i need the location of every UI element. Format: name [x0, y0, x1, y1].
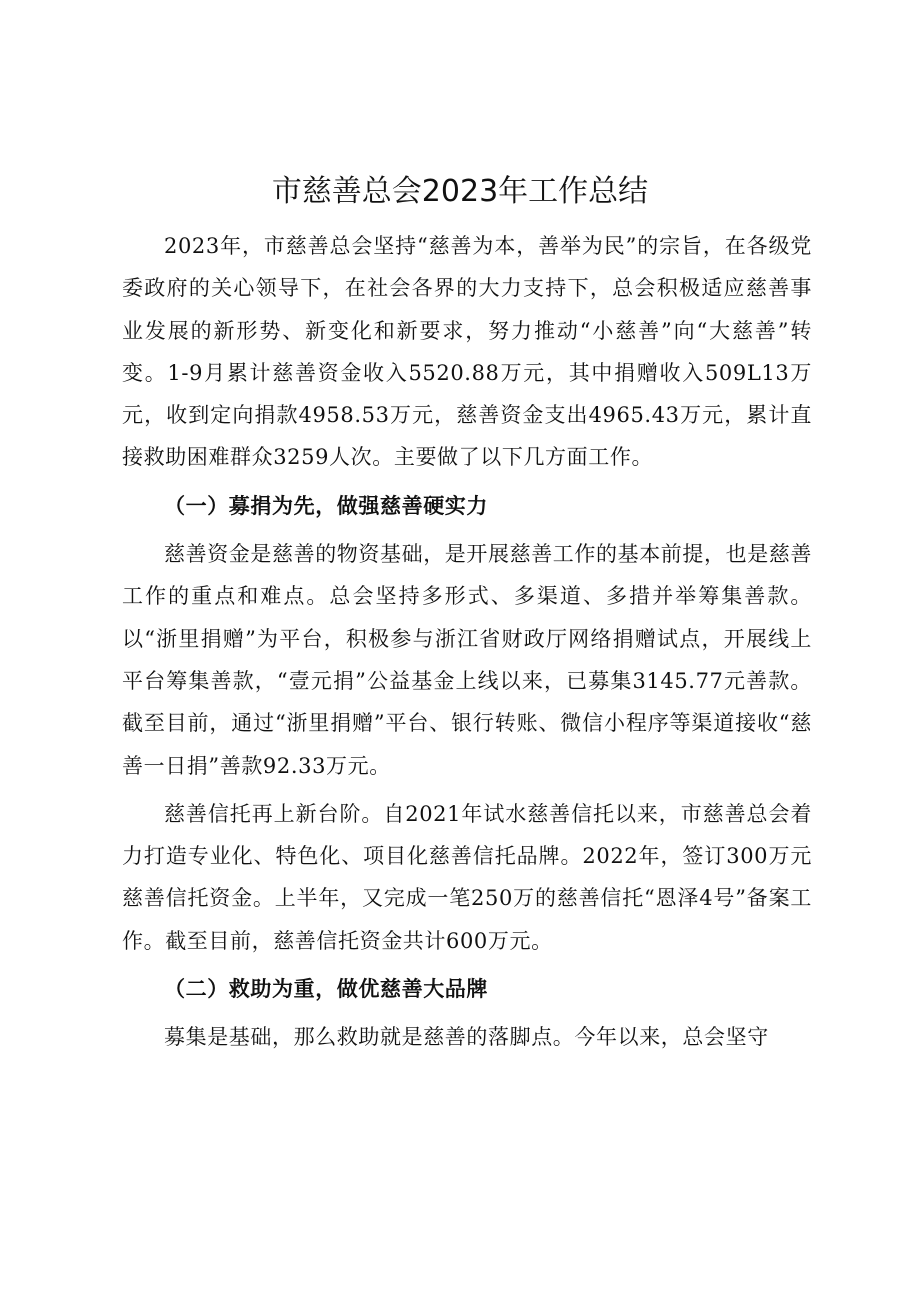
section-heading-relief: （二）救助为重，做优慈善大品牌 [164, 976, 488, 1002]
document-title: 市慈善总会2023年工作总结 [271, 174, 649, 209]
fundraising-paragraph: 慈善资金是慈善的物资基础，是开展慈善工作的基本前提，也是慈善工作的重点和难点。总会坚持多形式、多渠道、多措并举筹集善款。以“浙里捐赠”为平台，积极参与浙江省财政厅网络捐赠试点，开展线上平台筹集善款，“壹元捐”公益基金上线以来，已募集3145.77元善款。截至目前，通过“浙里捐赠”平台、银行转账、微信小程序等渠道接收“慈善一日捐”善款92.33万元。 [122, 542, 812, 778]
section-heading-fundraising: （一）募捐为先，做强慈善硬实力 [164, 492, 488, 518]
charity-trust-paragraph: 慈善信托再上新台阶。自2021年试水慈善信托以来，市慈善总会着力打造专业化、特色化、项目化慈善信托品牌。2022年，签订300万元慈善信托资金。上半年，又完成一笔250万的慈善信托“恩泽4号”备案工作。截至目前，慈善信托资金共计600万元。 [122, 801, 812, 953]
relief-paragraph: 募集是基础，那么救助就是慈善的落脚点。今年以来，总会坚守 [164, 1025, 769, 1050]
intro-paragraph: 2023年，市慈善总会坚持“慈善为本，善举为民”的宗旨，在各级党委政府的关心领导下，在社会各界的大力支持下，总会积极适应慈善事业发展的新形势、新变化和新要求，努力推动“小慈善”向“大慈善”转变。1-9月累计慈善资金收入5520.88万元，其中捐赠收入509L13万元，收到定向捐款4958.53万元，慈善资金支出4965.43万元，累计直接救助困难群众3259人次。主要做了以下几方面工作。 [122, 234, 812, 470]
document-body [122, 225, 812, 1059]
